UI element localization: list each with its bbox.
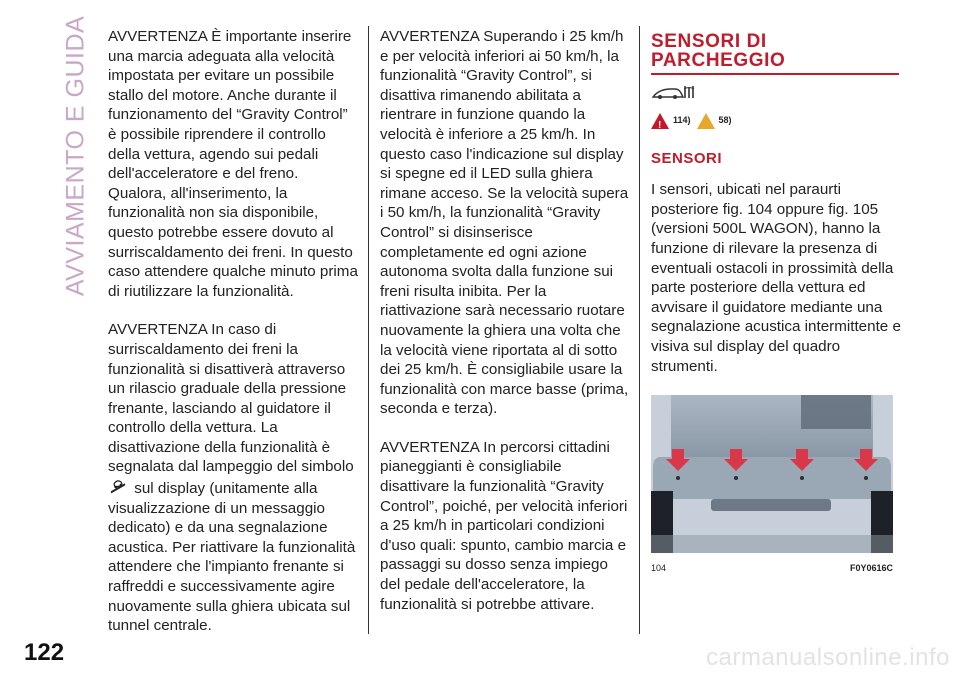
warning-paragraph [108, 320, 358, 636]
column-1 [108, 27, 358, 655]
figure-code: F0Y0616C [849, 563, 893, 574]
section-title [651, 32, 901, 70]
parking-sensor-badge-icon [651, 83, 697, 101]
warning-text-part: AVVERTENZA In caso di surriscaldamento dei freni la funzionalità si disattiverà attraverso un rilascio graduale della pressione frenante, lasciando al guidatore il controllo della vettura. La disattivazione della funzionalità è segnalata dal lampeggio del simbolo [108, 321, 354, 476]
gravity-control-symbol-icon [108, 477, 128, 495]
column-divider [639, 26, 640, 634]
warning-reference: 114) [673, 115, 691, 125]
warning-triangle-icon [651, 113, 669, 129]
column-3 [651, 32, 901, 579]
section-title-line: PARCHEGGIO [651, 50, 786, 71]
column-divider [368, 26, 369, 634]
page-number: 122 [24, 639, 65, 666]
warning-paragraph: AVVERTENZA In percorsi cittadini pianeggianti è consigliabile disattivare la funzionalità “Gravity Control”, poiché, per velocità inferiori a 25 km/h in particolari condizioni d'uso quali: spunto, cambio marcia e passaggi su dosso senza impiego del pedale dell'acceleratore, la funzionalità si potrebbe attivare. [380, 438, 628, 613]
warning-text-part: sul display (unitamente alla visualizzazione di un messaggio dedicato) e da una segnalazione acustica. Per riattivare la funzionalità attendere che l'impianto frenante si raffreddi e successivamente agire nuovamente sulla ghiera ubicata sul tunnel centrale. [108, 480, 356, 635]
watermark: carmanualsonline.info [706, 644, 950, 671]
warning-paragraph: AVVERTENZA È importante inserire una marcia adeguata alla velocità impostata per evitare un possibile stallo del motore. Anche durante il funzionamento del “Gravity Control” è possibile riprendere il controllo della vettura, agendo sui pedali dell'acceleratore e del freno. Qualora, all'inserimento, la funzionalità non sia disponibile, questo potrebbe essere dovuto al surriscaldamento dei freni. In questo caso attendere qualche minuto prima di riutilizzare la funzionalità. [108, 28, 358, 300]
section-title-line: SENSORI DI [651, 31, 767, 52]
figure-number: 104 [651, 563, 667, 574]
environment-reference: 58) [718, 115, 732, 125]
chapter-tab-label: AVVIAMENTO E GUIDA [61, 15, 90, 297]
rear-bumper-illustration [651, 395, 893, 553]
reference-row [651, 111, 901, 131]
figure-caption [651, 559, 893, 579]
warning-paragraph: AVVERTENZA Superando i 25 km/h e per velocità inferiori ai 50 km/h, la funzionalità “Gravity Control”, si disattiva rimanendo abilitata a rientrare in funzione quando la velocità è inferiore a 25 km/h. In questo caso l'indicazione sul display si spegne ed il LED sulla ghiera rimane acceso. Se la velocità supera i 50 km/h, la funzionalità “Gravity Control” si disinserisce completamente ed ogni azione autonoma svolta dalla funzione sui freni risulta inibita. Per la riattivazione sarà necessario ruotare nuovamente la ghiera una volta che la velocità viene riportata al di sotto dei 25 km/h. È consigliabile usare la funzionalità con marce basse (prima, seconda e terza). [380, 28, 629, 418]
environment-triangle-icon [697, 113, 715, 129]
subsection-title: SENSORI [651, 149, 723, 167]
body-paragraph: I sensori, ubicati nel paraurti posteriore fig. 104 oppure fig. 105 (versioni 500L WAGON), hanno la funzione di rilevare la presenza di eventuali ostacoli in prossimità della parte posteriore della vettura ed avvisare il guidatore mediante una segnalazione acustica intermittente e visiva sul display del quadro strumenti. [651, 181, 901, 375]
rear-bumper-sensors-image [651, 395, 893, 553]
chapter-tab [58, 15, 94, 297]
title-rule [651, 73, 899, 75]
column-2 [380, 27, 630, 633]
